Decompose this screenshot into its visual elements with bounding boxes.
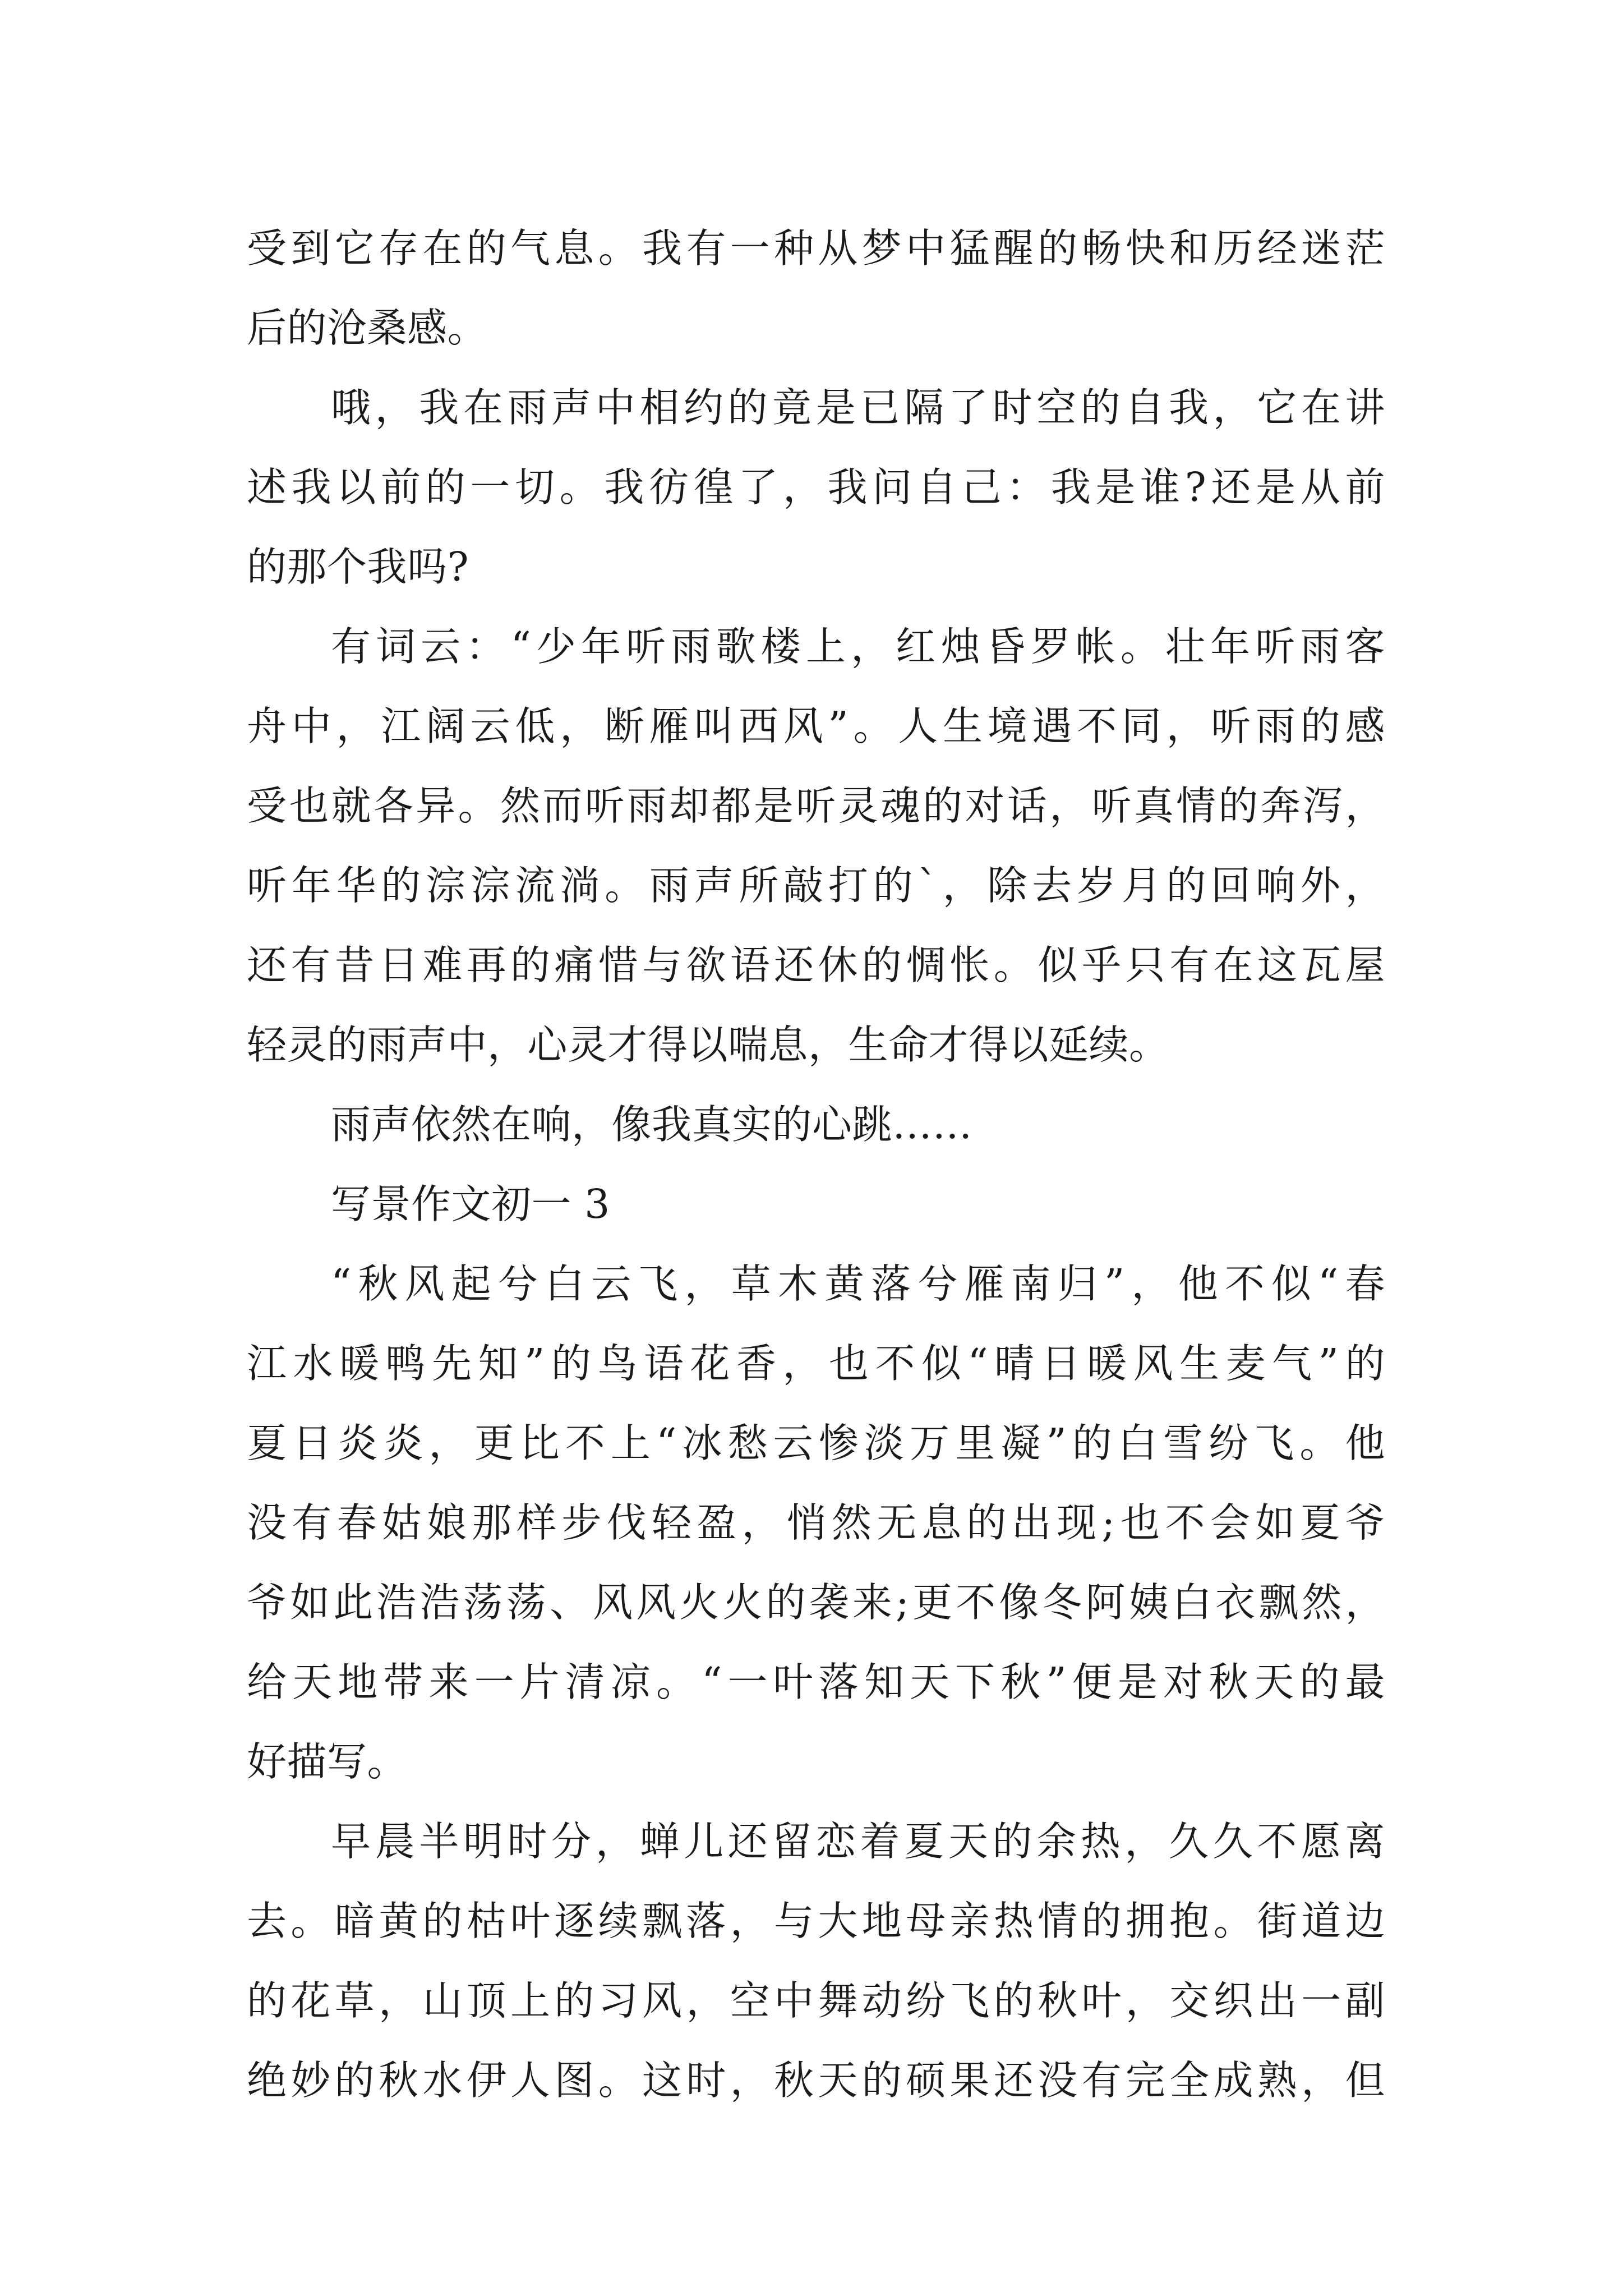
text-line: 轻灵的雨声中，心灵才得以喘息，生命才得以延续。 (247, 1022, 1169, 1068)
text-line: 没有春姑娘那样步伐轻盈，悄然无息的出现;也不会如夏爷 (247, 1499, 1385, 1546)
paragraph-start-line: 有词云：“少年听雨歌楼上，红烛昏罗帐。壮年听雨客 (331, 623, 1385, 670)
text-line: 爷如此浩浩荡荡、风风火火的袭来;更不像冬阿姨白衣飘然， (247, 1579, 1385, 1626)
text-line: 给天地带来一片清凉。“一叶落知天下秋”便是对秋天的最 (247, 1659, 1385, 1705)
document-body (247, 209, 1385, 2120)
text-line: 述我以前的一切。我彷徨了，我问自己：我是谁?还是从前 (247, 464, 1385, 510)
paragraph-start-line: 雨声依然在响，像我真实的心跳…… (331, 1101, 973, 1148)
text-line: 受也就各异。然而听雨却都是听灵魂的对话，听真情的奔泻， (247, 783, 1385, 829)
text-line: 的那个我吗? (247, 544, 469, 590)
text-line: 夏日炎炎，更比不上“冰愁云惨淡万里凝”的白雪纷飞。他 (247, 1420, 1385, 1466)
text-line: 舟中，江阔云低，断雁叫西风”。人生境遇不同，听雨的感 (247, 703, 1385, 749)
text-line: 听年华的淙淙流淌。雨声所敲打的`，除去岁月的回响外， (247, 862, 1385, 909)
text-line: 江水暖鸭先知”的鸟语花香，也不似“晴日暖风生麦气”的 (247, 1340, 1385, 1387)
text-line: 绝妙的秋水伊人图。这时，秋天的硕果还没有完全成熟，但 (247, 2057, 1385, 2104)
text-line: 还有昔日难再的痛惜与欲语还休的惆怅。似乎只有在这瓦屋 (247, 942, 1385, 988)
text-line: 好描写。 (247, 1738, 408, 1785)
paragraph-start-line: “秋风起兮白云飞，草木黄落兮雁南归”，他不似“春 (331, 1260, 1385, 1307)
section-heading: 写景作文初一 3 (331, 1181, 610, 1227)
text-line: 去。暗黄的枯叶逐续飘落，与大地母亲热情的拥抱。街道边 (247, 1898, 1385, 1944)
text-line: 受到它存在的气息。我有一种从梦中猛醒的畅快和历经迷茫 (247, 225, 1385, 272)
paragraph-start-line: 哦，我在雨声中相约的竟是已隔了时空的自我，它在讲 (331, 384, 1385, 431)
text-line: 后的沧桑感。 (247, 305, 488, 351)
text-line: 的花草，山顶上的习风，空中舞动纷飞的秋叶，交织出一副 (247, 1977, 1385, 2024)
paragraph-start-line: 早晨半明时分，蝉儿还留恋着夏天的余热，久久不愿离 (331, 1818, 1385, 1865)
